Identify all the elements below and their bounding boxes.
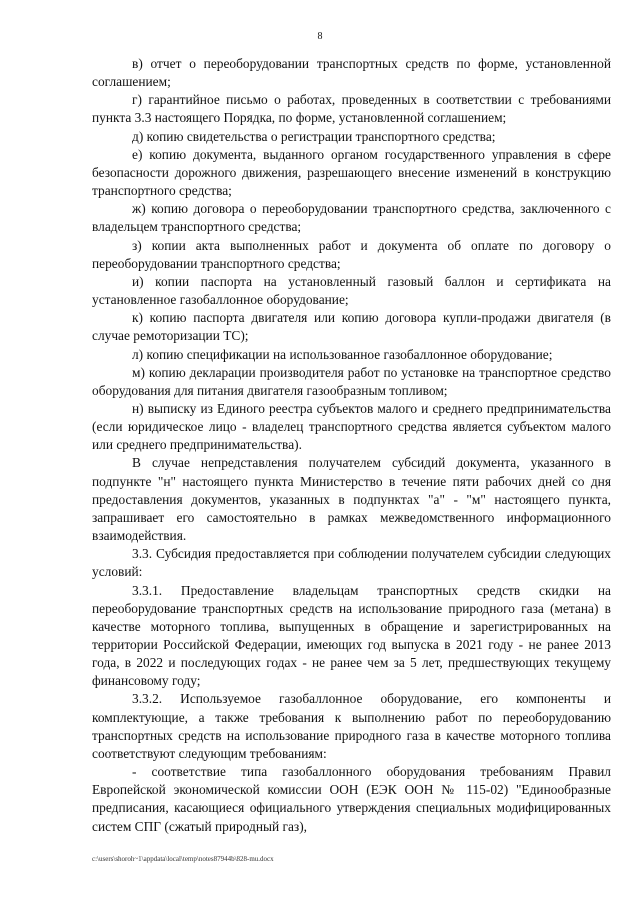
paragraph-k: к) копию паспорта двигателя или копию договора купли-продажи двигателя (в случае ремоторизации ТС); bbox=[92, 310, 611, 344]
document-body bbox=[92, 55, 611, 836]
paragraph-e: е) копию документа, выданного органом государственного управления в сфере безопасности дорожного движения, разрешающего внесение изменений в конструкцию транспортного средства; bbox=[92, 146, 611, 199]
paragraph-3-3: 3.3. Субсидия предоставляется при соблюдении получателем субсидии следующих условий: bbox=[92, 546, 611, 580]
paragraph-nonsubmission: В случае непредставления получателем субсидий документа, указанного в подпункте "н" настоящего пункта Министерство в течение пяти рабочих дней со дня предоставления документов, указанных в подпунктах "а" - "м" настоящего пункта, запрашивает его самостоятельно в рамках межведомственного информационного взаимодействия. bbox=[92, 455, 611, 544]
paragraph-v: в) отчет о переоборудовании транспортных средств по форме, установленной соглашением; bbox=[92, 56, 611, 90]
paragraph-zh: ж) копию договора о переоборудовании транспортного средства, заключенного с владельцем транспортного средства; bbox=[92, 201, 611, 235]
paragraph-z: з) копии акта выполненных работ и документа об оплате по договору о переоборудовании транспортного средства; bbox=[92, 237, 611, 271]
paragraph-3-3-1: 3.3.1. Предоставление владельцам транспортных средств скидки на переоборудование транспортных средств на использование природного газа (метана) в качестве моторного топлива, выпущенных в обращение и зарегистрированных на территории Российской Федерации, имеющих год выпуска в 2021 году - не ранее 2013 года, в 2022 и последующих годах - не ранее чем за 5 лет, предшествующих текущему финансовому году; bbox=[92, 582, 611, 689]
paragraph-m: м) копию декларации производителя работ по установке на транспортное средство оборудования для питания двигателя газообразным топливом; bbox=[92, 364, 611, 398]
page-number: 8 bbox=[317, 31, 323, 42]
paragraph-3-3-2: 3.3.2. Используемое газобаллонное оборудование, его компоненты и комплектующие, а также требования к выполнению работ по переоборудованию транспортных средств на использование природного газа в качестве моторного топлива соответствуют следующим требованиям: bbox=[92, 691, 611, 761]
paragraph-requirement-item: - соответствие типа газобаллонного оборудования требованиям Правил Европейской экономической комиссии ООН (ЕЭК ООН № 115-02) "Единообразные предписания, касающиеся официального утверждения специальных модифицированных систем СПГ (сжатый природный газ), bbox=[92, 764, 611, 834]
paragraph-g: г) гарантийное письмо о работах, проведенных в соответствии с требованиями пункта 3.3 настоящего Порядка, по форме, установленной соглашением; bbox=[92, 92, 611, 126]
paragraph-i: и) копии паспорта на установленный газовый баллон и сертификата на установленное газобаллонное оборудование; bbox=[92, 273, 611, 308]
paragraph-n: н) выписку из Единого реестра субъектов малого и среднего предпринимательства (если юридическое лицо - владелец транспортного средства является субъектом малого или среднего предпринимательства). bbox=[92, 400, 611, 453]
paragraph-l: л) копию спецификации на использованное газобаллонное оборудование; bbox=[132, 346, 553, 362]
paragraph-d: д) копию свидетельства о регистрации транспортного средства; bbox=[132, 128, 496, 144]
footer-file-path: c:\users\shoroh~1\appdata\local\temp\notes87944b\828-mu.docx bbox=[92, 855, 274, 863]
